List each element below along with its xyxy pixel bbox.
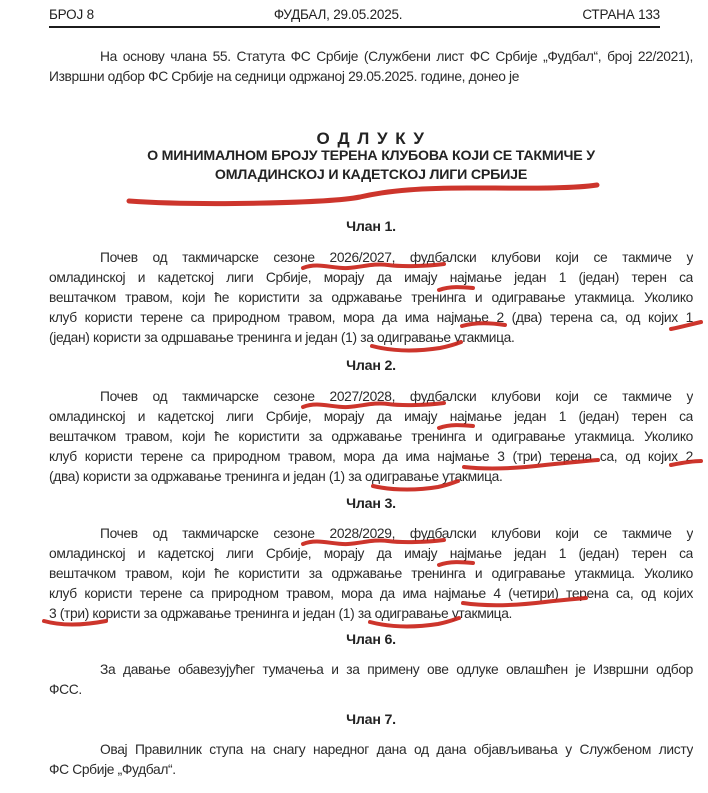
intro-paragraph — [49, 47, 693, 87]
article-3-heading: Члан 3. — [346, 496, 396, 512]
article-3-line: Почев од такмичарске сезоне 2028/2029, фудбалски клубови који се такмиче у — [100, 526, 693, 541]
article-3-line: 3 (три) користи за одржавање тренинга и један (1) за одигравање утакмица. — [49, 606, 513, 621]
document-subtitle — [49, 147, 693, 185]
article-7-paragraph — [49, 740, 693, 780]
article-2-line: Почев од такмичарске сезоне 2027/2028, фудбалски клубови који се такмиче у — [100, 389, 693, 404]
article-6-paragraph — [49, 660, 693, 700]
header-publication-date: ФУДБАЛ, 29.05.2025. — [273, 7, 403, 22]
article-2-line: клуб користи терене са природном травом, мора да има најмање 3 (три) терена са, од којих 2 — [49, 449, 693, 464]
article-1-paragraph — [49, 248, 693, 348]
intro-line: На основу члана 55. Статута ФС Србије (Службени лист ФС Србије „Фудбал“, број 22/2021), — [100, 49, 693, 64]
document-subtitle-line: О МИНИМАЛНОМ БРОЈУ ТЕРЕНА КЛУБОВА КОЈИ СЕ ТАКМИЧЕ У — [147, 148, 595, 164]
article-6-line: ФСС. — [49, 682, 82, 697]
article-7-line: ФС Србије „Фудбал“. — [49, 762, 176, 777]
document-subtitle-line: ОМЛАДИНСКОЈ И КАДЕТСКОЈ ЛИГИ СРБИЈЕ — [214, 167, 528, 183]
article-7-heading: Члан 7. — [346, 712, 396, 728]
article-3-line: вештачком травом, који ће користити за одржавање тренинга и одигравање утакмица. Уколико — [49, 566, 693, 581]
article-1-line: Почев од такмичарске сезоне 2026/2027, фудбалски клубови који се такмиче у — [100, 250, 693, 265]
intro-line: Извршни одбор ФС Србије на седници одржаној 29.05.2025. године, донео је — [49, 69, 520, 84]
article-2-heading: Члан 2. — [346, 358, 396, 374]
article-2-line: вештачком травом, који ће користити за одржавање тренинга и одигравање утакмица. Уколико — [49, 429, 693, 444]
article-1-heading: Члан 1. — [346, 219, 396, 235]
article-7-line: Овај Правилник ступа на снагу наредног дана од дана објављивања у Службеном листу — [100, 742, 693, 757]
page-header — [49, 6, 660, 23]
header-page-number: СТРАНА 133 — [582, 7, 660, 22]
article-1-line: клуб користи терене са природном травом, мора да има најмање 2 (два) терена са, од којих 1 — [49, 310, 693, 325]
article-2-line: омладинској и кадетској лиги Србије, морају да имају најмање један 1 (један) терен са — [49, 409, 693, 424]
article-6-line: За давање обавезујућег тумачења и за примену ове одлуке овлашћен је Извршни одбор — [100, 662, 693, 677]
article-1-line: (један) користи за одршавање тренинга и један (1) за одигравање утакмица. — [49, 330, 515, 345]
article-1-line: вештачком травом, који ће користити за одржавање тренинга и одигравање утакмица. Уколико — [49, 290, 693, 305]
article-2-paragraph — [49, 387, 693, 487]
article-3-line: омладинској и кадетској лиги Србије, морају да имају најмање један 1 (један) терен са — [49, 546, 693, 561]
article-3-paragraph — [49, 524, 693, 624]
article-6-heading: Члан 6. — [346, 632, 396, 648]
document-title: О Д Л У К У — [316, 129, 426, 148]
article-1-line: омладинској и кадетској лиги Србије, морају да имају најмање један 1 (један) терен са — [49, 270, 693, 285]
article-3-line: клуб користи терене са природном травом, мора да има најмање 4 (четири) терена са, од којих — [49, 586, 693, 601]
header-rule — [49, 26, 660, 28]
article-2-line: (два) користи за одржавање тренинга и један (1) за одигравање утакмица. — [49, 469, 503, 484]
header-issue-number: БРОЈ 8 — [49, 7, 94, 22]
